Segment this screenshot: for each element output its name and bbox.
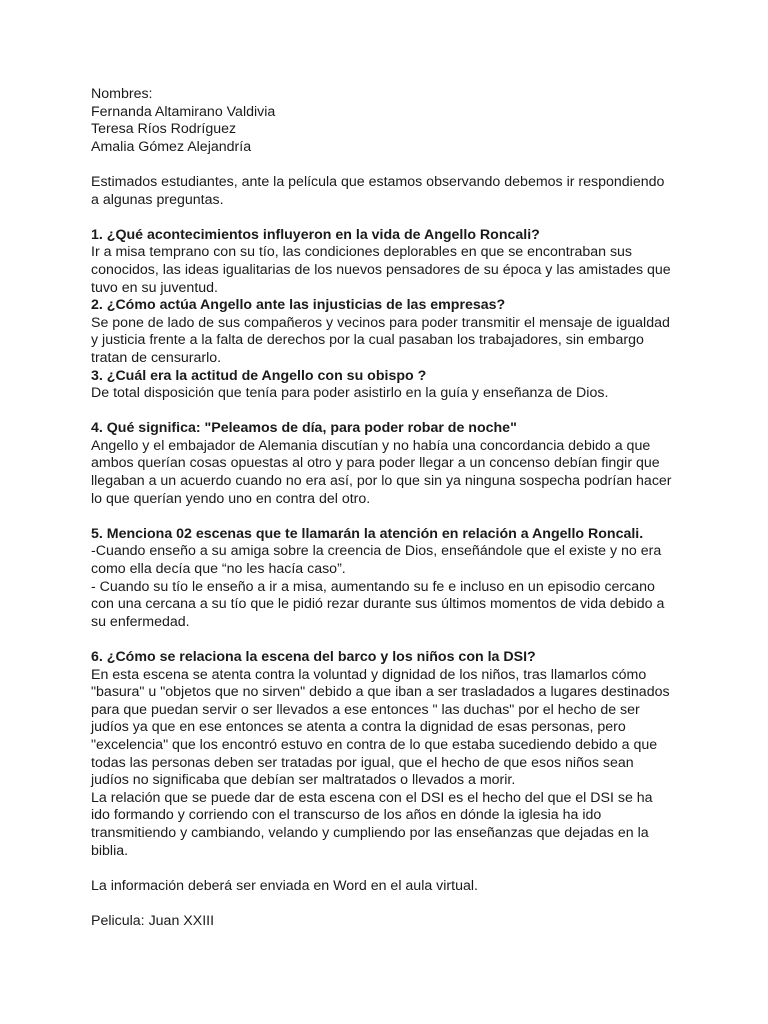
answer-line: ido formando y corriendo con el transcurso de los años en dónde la iglesia ha ido — [91, 807, 602, 824]
answer-line: judíos no significaba que debían ser maltratados o llevados a morir. — [91, 772, 516, 789]
name-1: Fernanda Altamirano Valdivia — [91, 103, 276, 120]
question-6-section — [91, 649, 708, 860]
intro-line: Estimados estudiantes, ante la película que estamos observando debemos ir respondiendo — [91, 173, 665, 190]
closing-note: La información deberá ser enviada en Word en el aula virtual. — [91, 877, 478, 894]
answer-line: llegaban a un acuerdo cuando no era así, por lo que sin ya ninguna sospecha podrían hacer — [91, 473, 672, 490]
question-6-heading: 6. ¿Cómo se relaciona la escena del barco y los niños con la DSI? — [91, 649, 536, 665]
answer-line: -Cuando enseño a su amiga sobre la creencia de Dios, enseñándole que el existe y no era — [91, 543, 662, 560]
movie-title: Pelicula: Juan XXIII — [91, 912, 215, 929]
answer-line: La relación que se puede dar de esta escena con el DSI es el hecho del que el DSI se ha — [91, 789, 653, 806]
intro-line: a algunas preguntas. — [91, 191, 224, 208]
answer-line: judíos ya que en ese entonces se atenta a contra la dignidad de esas personas, pero — [91, 719, 626, 736]
question-4-section — [91, 420, 708, 508]
spacer — [91, 631, 708, 649]
question-5-section — [91, 526, 708, 632]
answer-line: y justicia frente a la falta de derechos por la cual pasaban los trabajadores, sin embargo — [91, 332, 644, 349]
answer-line: Angello y el embajador de Alemania discutían y no había una concordancia debido a que — [91, 437, 651, 454]
spacer — [91, 508, 708, 526]
question-2-heading: 2. ¿Cómo actúa Angello ante las injusticias de las empresas? — [91, 297, 506, 314]
answer-line: transmitiendo y cambiando, velando y cumpliendo por las enseñanzas que dejadas en la — [91, 824, 649, 841]
answer-line: todas las personas deben ser tratadas por igual, que el hecho de que esos niños sean — [91, 754, 634, 771]
answer-line: Se pone de lado de sus compañeros y vecinos para poder transmitir el mensaje de igualdad — [91, 314, 670, 331]
answer-line: "basura" u "objetos que no sirven" debido a que iban a ser trasladados a lugares destinados — [91, 684, 670, 701]
question-5-heading: 5. Menciona 02 escenas que te llamarán la atención en relación a Angello Roncali. — [91, 525, 644, 542]
name-2: Teresa Ríos Rodríguez — [91, 121, 237, 138]
answer-line: "excelencia" que los encontró estuvo en contra de lo que estaba sucediendo debido a que — [91, 736, 658, 753]
question-3-section — [91, 368, 708, 403]
spacer — [91, 156, 708, 174]
names-section — [91, 86, 708, 156]
names-heading: Nombres: — [91, 86, 153, 102]
answer-line: De total disposición que tenía para poder asistirlo en la guía y enseñanza de Dios. — [91, 385, 609, 402]
question-1-heading: 1. ¿Qué acontecimientos influyeron en la vida de Angello Roncali? — [91, 226, 540, 243]
answer-line: biblia. — [91, 842, 129, 859]
answer-line: lo que querían yendo uno en contra del otro. — [91, 490, 371, 507]
question-3-heading: 3. ¿Cuál era la actitud de Angello con su obispo ? — [91, 367, 427, 384]
spacer — [91, 209, 708, 227]
answer-line: conocidos, las ideas igualitarias de los nuevos pensadores de su época y las amistades que — [91, 261, 671, 278]
answer-line: En esta escena se atenta contra la voluntad y dignidad de los niños, tras llamarlos cómo — [91, 666, 647, 683]
question-1-section — [91, 227, 708, 297]
answer-line: como ella decía que “no les hacía caso”. — [91, 561, 346, 578]
answer-line: tuvo en su juventud. — [91, 279, 218, 296]
question-2-section — [91, 297, 708, 367]
question-4-heading: 4. Qué significa: "Peleamos de día, para poder robar de noche" — [91, 420, 517, 437]
spacer — [91, 860, 708, 878]
answer-line: - Cuando su tío le enseño a ir a misa, aumentando su fe e incluso en un episodio cercano — [91, 578, 655, 595]
name-3: Amalia Gómez Alejandría — [91, 138, 252, 155]
answer-line: Ir a misa temprano con su tío, las condiciones deplorables en que se encontraban sus — [91, 244, 633, 261]
answer-line: ambos querían cosas opuestas al otro y para poder llegar a un concenso debían fingir que — [91, 455, 660, 472]
spacer — [91, 403, 708, 421]
answer-line: con una cercana a su tío que le pidió rezar durante sus últimos momentos de vida debido a — [91, 596, 665, 613]
answer-line: su enfermedad. — [91, 613, 190, 630]
answer-line: para que puedan servir o ser llevados a ese entonces " las duchas" por el hecho de ser — [91, 701, 640, 718]
intro-paragraph — [91, 174, 708, 209]
spacer — [91, 895, 708, 913]
answer-line: tratan de censurarlo. — [91, 349, 222, 366]
